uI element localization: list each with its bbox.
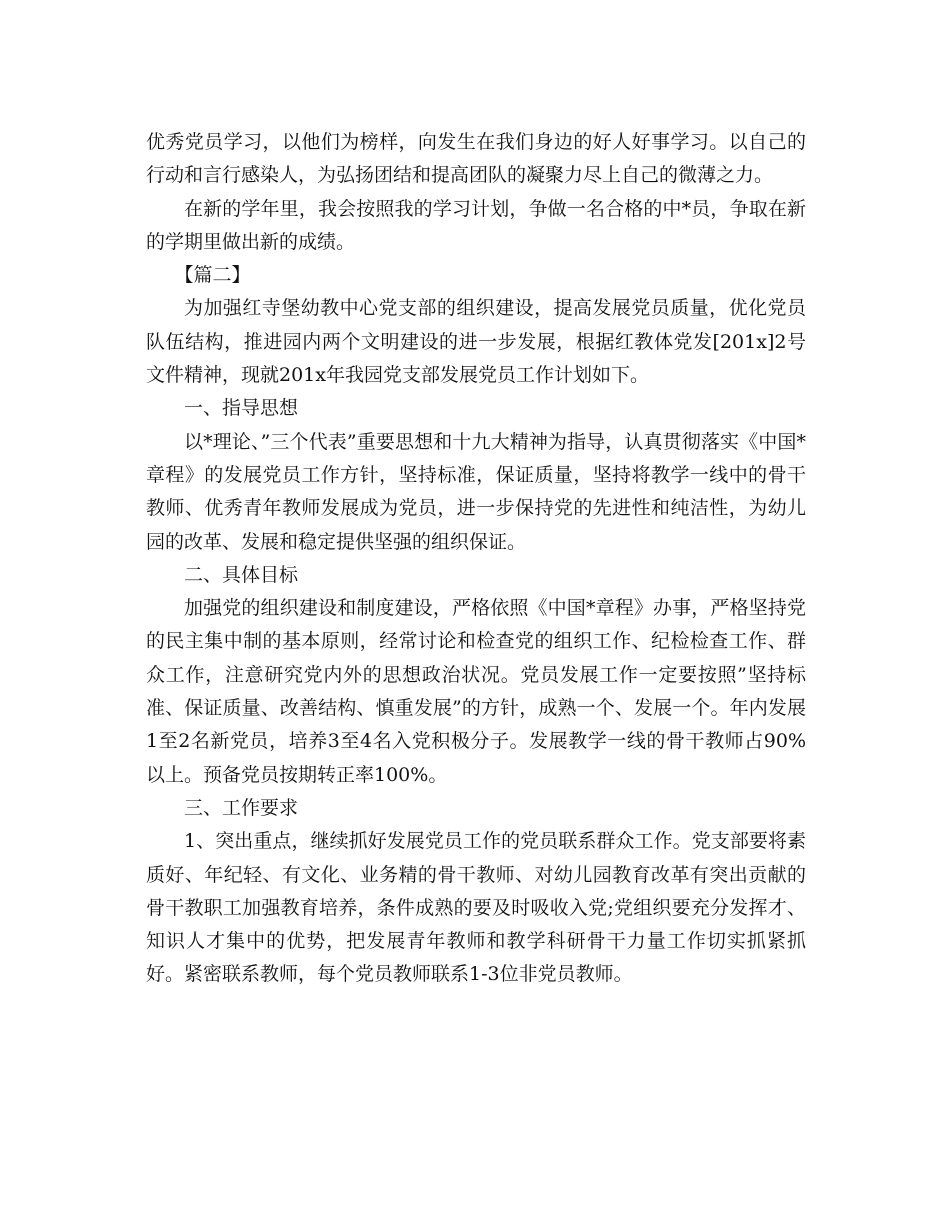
heading-guiding-ideology: 一、指导思想 xyxy=(184,397,299,420)
paragraph-intro: 为加强红寺堡幼教中心党支部的组织建设，提高发展党员质量，优化党员队伍结构，推进园内两个文明建设的进一步发展，根据红教体党发[201x]2号文件精神，现就201x年我园党支部发展党员工作计划如下。 xyxy=(146,297,806,387)
paragraph-requirement-1: 1、突出重点，继续抓好发展党员工作的党员联系群众工作。党支部要将素质好、年纪轻、有文化、业务精的骨干教师、对幼儿园教育改革有突出贡献的骨干教职工加强教育培养，条件成熟的要及时吸收入党;党组织要充分发挥才、知识人才集中的优势，把发展青年教师和教学科研骨干力量工作切实抓紧抓好。紧密联系教师，每个党员教师联系1-3位非党员教师。 xyxy=(146,830,806,986)
heading-specific-goals: 二、具体目标 xyxy=(184,563,299,586)
paragraph-guiding-ideology: 以*理论、”三个代表”重要思想和十九大精神为指导，认真贯彻落实《中国*章程》的发展党员工作方针，坚持标准，保证质量，坚持将教学一线中的骨干教师、优秀青年教师发展成为党员，进一步保持党的先进性和纯洁性，为幼儿园的改革、发展和稳定提供坚强的组织保证。 xyxy=(146,430,806,553)
paragraph-continuation: 优秀党员学习，以他们为榜样，向发生在我们身边的好人好事学习。以自己的行动和言行感染人，为弘扬团结和提高团队的凝聚力尽上自己的微薄之力。 xyxy=(146,131,806,187)
document-body xyxy=(146,126,806,992)
section-title-part-two: 【篇二】 xyxy=(174,264,251,287)
paragraph-specific-goals: 加强党的组织建设和制度建设，严格依照《中国*章程》办事，严格坚持党的民主集中制的基本原则，经常讨论和检查党的组织工作、纪检检查工作、群众工作，注意研究党内外的思想政治状况。党员发展工作一定要按照”坚持标准、保证质量、改善结构、慎重发展”的方针，成熟一个、发展一个。年内发展1至2名新党员，培养3至4名入党积极分子。发展教学一线的骨干教师占90%以上。预备党员按期转正率100%。 xyxy=(146,597,806,786)
paragraph-new-year-plan: 在新的学年里，我会按照我的学习计划，争做一名合格的中*员，争取在新的学期里做出新的成绩。 xyxy=(146,197,806,253)
heading-work-requirements: 三、工作要求 xyxy=(184,796,299,819)
